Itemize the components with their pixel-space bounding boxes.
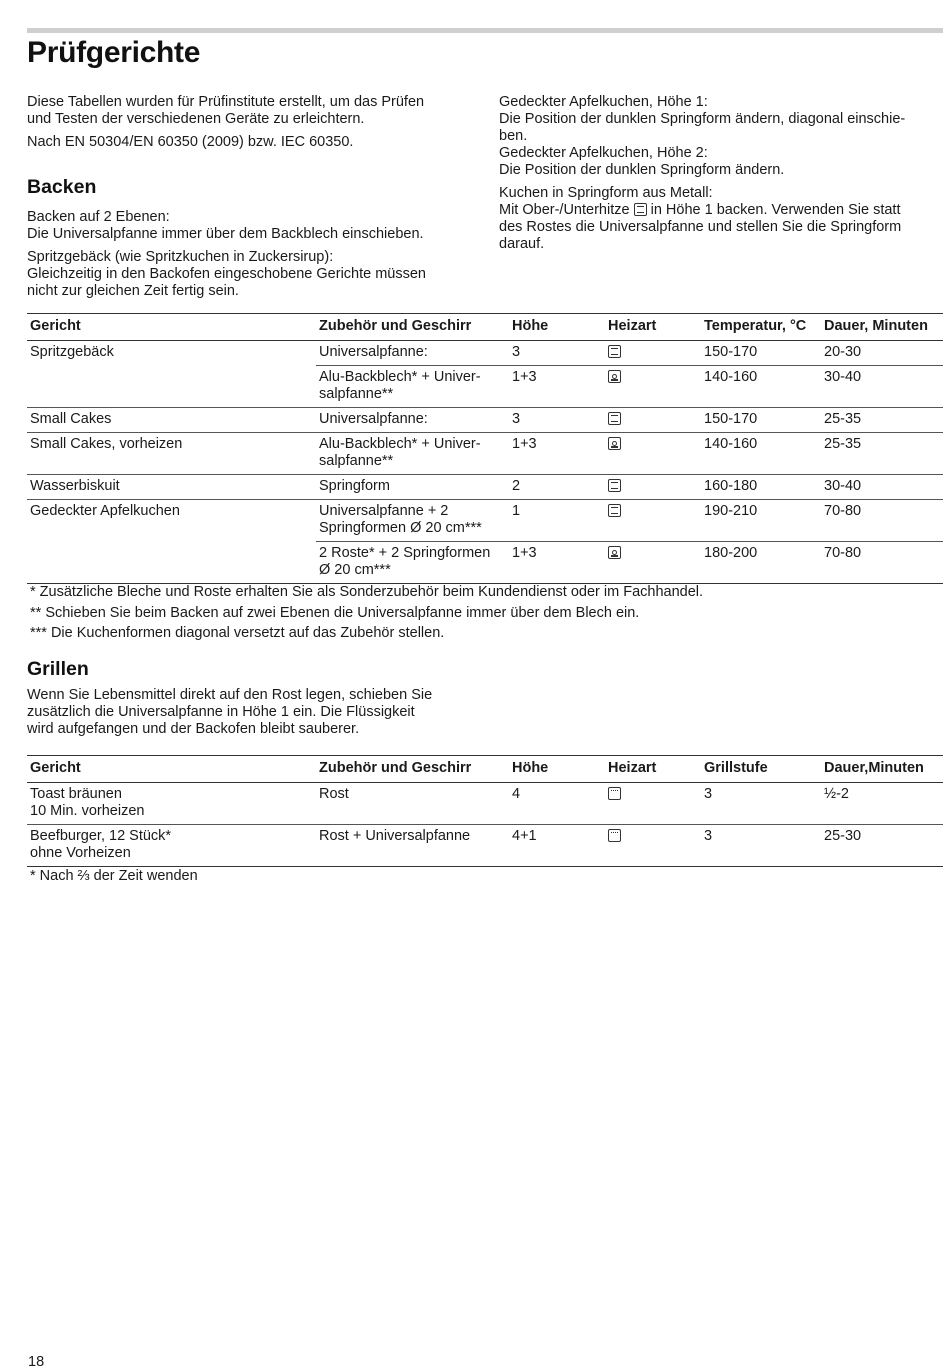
ober-unterhitze-icon <box>634 203 647 216</box>
cell-dauer: 25-35 <box>821 433 943 475</box>
cell-gericht: Gedeckter Apfelkuchen <box>27 500 316 542</box>
cell-gericht <box>27 366 316 408</box>
footnote: ** Schieben Sie beim Backen auf zwei Ebenen die Universalpfanne immer über dem Blech ein. <box>30 605 640 621</box>
column-header: Zubehör und Geschirr <box>316 756 509 783</box>
cell-dauer: 70-80 <box>821 500 943 542</box>
springform-note-text-a: Kuchen in Springform aus Metall: Mit Ober-/Unterhitze <box>499 185 713 218</box>
cell-heizart <box>605 341 701 366</box>
table-row <box>27 825 943 867</box>
cell-heizart <box>605 825 701 867</box>
page-title: Prüfgerichte <box>27 36 201 69</box>
cell-temperatur: 190-210 <box>701 500 821 542</box>
cell-dauer: 25-35 <box>821 408 943 433</box>
cell-heizart <box>605 475 701 500</box>
ober-unterhitze-icon <box>608 412 621 425</box>
table-header-row <box>27 314 943 341</box>
springform-note <box>499 185 944 253</box>
backen-paragraph-2: Spritzgebäck (wie Spritzkuchen in Zuckersirup): Gleichzeitig in den Backofen eingeschobene Gerichte müssen nicht zur gleichen Zeit fertig sein. <box>27 249 426 299</box>
grill-icon <box>608 829 621 842</box>
cell-dauer: 25-30 <box>821 825 943 867</box>
cell-zubehoer: Springform <box>316 475 509 500</box>
cell-temperatur: 150-170 <box>701 341 821 366</box>
grillen-table <box>27 755 943 867</box>
cell-gericht: Small Cakes, vorheizen <box>27 433 316 475</box>
column-header: Dauer,Minuten <box>821 756 943 783</box>
springform-note-text-b: in Höhe 1 backen. Verwenden Sie statt des Rostes die Universalpfanne und stellen Sie die Springform darauf. <box>499 202 902 252</box>
footnote: * Zusätzliche Bleche und Roste erhalten Sie als Sonderzubehör beim Kundendienst oder im Fachhandel. <box>30 584 704 600</box>
ober-unterhitze-icon <box>608 504 621 517</box>
cell-hoehe: 1+3 <box>509 433 605 475</box>
table-row <box>27 500 943 542</box>
cell-heizart <box>605 366 701 408</box>
cell-zubehoer: Rost <box>316 783 509 825</box>
column-header: Gericht <box>27 756 316 783</box>
top-rule <box>27 28 943 33</box>
cell-hoehe: 3 <box>509 341 605 366</box>
footnote: *** Die Kuchenformen diagonal versetzt auf das Zubehör stellen. <box>30 625 445 641</box>
table-row <box>27 408 943 433</box>
intro-paragraph-2: Nach EN 50304/EN 60350 (2009) bzw. IEC 60350. <box>27 134 354 150</box>
cell-gericht: Wasserbiskuit <box>27 475 316 500</box>
column-header: Temperatur, °C <box>701 314 821 341</box>
cell-zubehoer: Universalpfanne: <box>316 408 509 433</box>
cell-zubehoer: Universalpfanne + 2 Springformen Ø 20 cm*** <box>316 500 509 542</box>
cell-temperatur: 180-200 <box>701 542 821 584</box>
heissluft-icon <box>608 546 621 559</box>
column-header: Heizart <box>605 314 701 341</box>
grill-icon <box>608 787 621 800</box>
table-row <box>27 433 943 475</box>
cell-gericht: Beefburger, 12 Stück* ohne Vorheizen <box>27 825 316 867</box>
backen-table <box>27 313 943 584</box>
heissluft-icon <box>608 437 621 450</box>
cell-temperatur: 140-160 <box>701 366 821 408</box>
column-header: Zubehör und Geschirr <box>316 314 509 341</box>
intro-paragraph-1: Diese Tabellen wurden für Prüfinstitute erstellt, um das Prüfen und Testen der verschiedenen Geräte zu erleichtern. <box>27 94 425 127</box>
ober-unterhitze-icon <box>608 479 621 492</box>
cell-grillstufe: 3 <box>701 783 821 825</box>
cell-heizart <box>605 408 701 433</box>
column-header: Grillstufe <box>701 756 821 783</box>
cell-hoehe: 1+3 <box>509 542 605 584</box>
table-row <box>27 475 943 500</box>
apfelkuchen-note: Gedeckter Apfelkuchen, Höhe 1: Die Position der dunklen Springform ändern, diagonal einschie- ben. Gedeckter Apfelkuchen, Höhe 2: Die Position der dunklen Springform ändern. <box>499 94 906 178</box>
column-header: Gericht <box>27 314 316 341</box>
intro-right <box>499 94 944 259</box>
cell-gericht: Small Cakes <box>27 408 316 433</box>
cell-hoehe: 1 <box>509 500 605 542</box>
grillen-heading: Grillen <box>27 658 89 680</box>
cell-heizart <box>605 542 701 584</box>
grillen-section <box>27 658 487 744</box>
cell-hoehe: 2 <box>509 475 605 500</box>
cell-zubehoer: Alu-Backblech* + Univer- salpfanne** <box>316 433 509 475</box>
cell-dauer: ½-2 <box>821 783 943 825</box>
cell-dauer: 30-40 <box>821 366 943 408</box>
table-row <box>27 542 943 584</box>
table-row <box>27 341 943 366</box>
cell-heizart <box>605 433 701 475</box>
column-header: Höhe <box>509 314 605 341</box>
intro-left <box>27 94 477 157</box>
table-row <box>27 366 943 408</box>
column-header: Höhe <box>509 756 605 783</box>
grillen-paragraph: Wenn Sie Lebensmittel direkt auf den Rost legen, schieben Sie zusätzlich die Universalpfanne in Höhe 1 ein. Die Flüssigkeit wird aufgefangen und der Backofen bleibt sauberer. <box>27 687 433 737</box>
page-number: 18 <box>28 1354 45 1370</box>
cell-hoehe: 3 <box>509 408 605 433</box>
column-header: Dauer, Minuten <box>821 314 943 341</box>
cell-dauer: 30-40 <box>821 475 943 500</box>
table-row <box>27 783 943 825</box>
backen-section <box>27 176 477 306</box>
footnote: * Nach ⅔ der Zeit wenden <box>30 868 198 884</box>
cell-zubehoer: Rost + Universalpfanne <box>316 825 509 867</box>
cell-temperatur: 150-170 <box>701 408 821 433</box>
column-header: Heizart <box>605 756 701 783</box>
backen-heading: Backen <box>27 176 97 198</box>
cell-heizart <box>605 500 701 542</box>
cell-temperatur: 160-180 <box>701 475 821 500</box>
cell-dauer: 70-80 <box>821 542 943 584</box>
cell-dauer: 20-30 <box>821 341 943 366</box>
cell-zubehoer: Alu-Backblech* + Univer- salpfanne** <box>316 366 509 408</box>
cell-hoehe: 1+3 <box>509 366 605 408</box>
heissluft-icon <box>608 370 621 383</box>
cell-heizart <box>605 783 701 825</box>
cell-zubehoer: Universalpfanne: <box>316 341 509 366</box>
cell-temperatur: 140-160 <box>701 433 821 475</box>
ober-unterhitze-icon <box>608 345 621 358</box>
cell-zubehoer: 2 Roste* + 2 Springformen Ø 20 cm*** <box>316 542 509 584</box>
backen-paragraph-1: Backen auf 2 Ebenen: Die Universalpfanne immer über dem Backblech einschieben. <box>27 209 424 242</box>
cell-grillstufe: 3 <box>701 825 821 867</box>
cell-hoehe: 4+1 <box>509 825 605 867</box>
cell-hoehe: 4 <box>509 783 605 825</box>
cell-gericht <box>27 542 316 584</box>
cell-gericht: Spritzgebäck <box>27 341 316 366</box>
cell-gericht: Toast bräunen 10 Min. vorheizen <box>27 783 316 825</box>
table-header-row <box>27 756 943 783</box>
